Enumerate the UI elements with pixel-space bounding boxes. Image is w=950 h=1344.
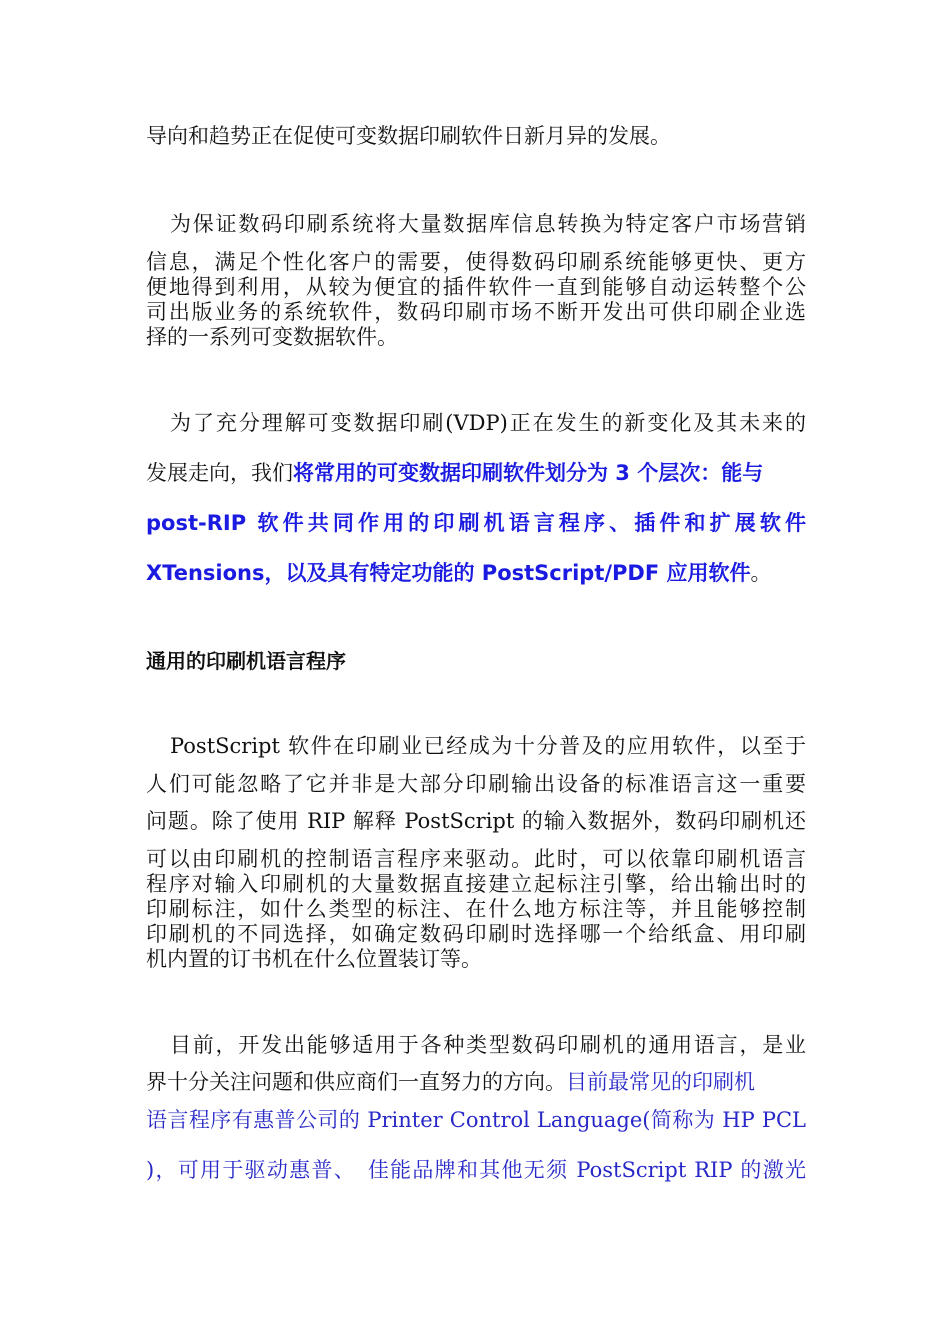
paragraph-line [146, 560, 806, 586]
paragraph-line: 人们可能忽略了它并非是大部分印刷输出设备的标准语言这一重要 [146, 772, 806, 796]
highlighted-line: post-RIP 软件共同作用的印刷机语言程序、插件和扩展软件 [146, 511, 806, 535]
paragraph-line [146, 1069, 806, 1095]
paragraph-line: 便地得到利用，从较为便宜的插件软件一直到能够自动运转整个公 [146, 275, 806, 299]
paragraph-line: 择的一系列可变数据软件。 [146, 325, 398, 349]
plain-text: 发展走向，我们 [146, 461, 293, 485]
paragraph-line: 问题。除了使用 RIP 解释 PostScript 的输入数据外，数码印刷机还 [146, 809, 806, 833]
paragraph-line: 导向和趋势正在促使可变数据印刷软件日新月异的发展。 [146, 124, 671, 148]
paragraph-line [146, 460, 806, 486]
paragraph-line: 程序对输入印刷机的大量数据直接建立起标注引擎，给出输出时的 [146, 872, 806, 896]
section-heading: 通用的印刷机语言程序 [146, 649, 346, 673]
paragraph-line: 为了充分理解可变数据印刷(VDP)正在发生的新变化及其未来的 [170, 411, 806, 435]
plain-text: 界十分关注问题和供应商们一直努力的方向。 [146, 1070, 566, 1094]
paragraph-line: 为保证数码印刷系统将大量数据库信息转换为特定客户市场营销 [170, 212, 806, 236]
plain-text: 。 [750, 561, 772, 585]
highlighted-text: 目前最常见的印刷机 [566, 1070, 755, 1094]
paragraph-line: 目前，开发出能够适用于各种类型数码印刷机的通用语言，是业 [170, 1033, 806, 1057]
paragraph-line: 印刷机的不同选择，如确定数码印刷时选择哪一个给纸盒、用印刷 [146, 922, 806, 946]
paragraph-line: 可以由印刷机的控制语言程序来驱动。此时，可以依靠印刷机语言 [146, 847, 806, 871]
highlighted-line: 语言程序有惠普公司的 Printer Control Language(简称为 HP PCL [146, 1108, 806, 1132]
paragraph-line: 机内置的订书机在什么位置装订等。 [146, 947, 482, 971]
highlighted-text: 将常用的可变数据印刷软件划分为 3 个层次：能与 [293, 461, 764, 485]
highlighted-text: XTensions，以及具有特定功能的 PostScript/PDF 应用软件 [146, 561, 751, 585]
paragraph-line: 信息，满足个性化客户的需要，使得数码印刷系统能够更快、更方 [146, 250, 806, 274]
paragraph-line: PostScript 软件在印刷业已经成为十分普及的应用软件，以至于 [170, 734, 806, 758]
highlighted-line: )，可用于驱动惠普、 佳能品牌和其他无须 PostScript RIP 的激光 [146, 1158, 806, 1182]
paragraph-line: 印刷标注，如什么类型的标注、在什么地方标注等，并且能够控制 [146, 897, 806, 921]
paragraph-line: 司出版业务的系统软件，数码印刷市场不断开发出可供印刷企业选 [146, 300, 806, 324]
